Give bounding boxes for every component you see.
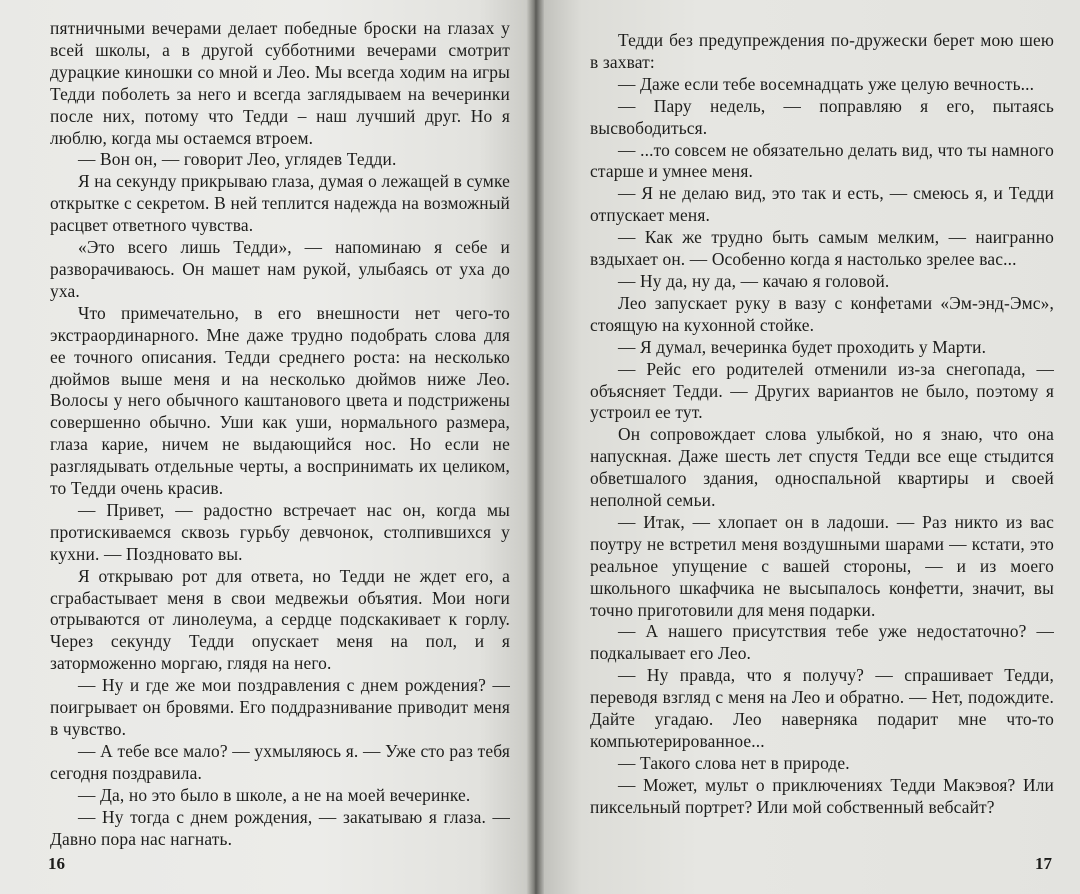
page-number: 17	[1035, 854, 1052, 873]
page-number: 16	[48, 854, 65, 873]
paragraph: — Такого слова нет в природе.	[618, 752, 850, 773]
paragraph: — Да, но это было в школе, а не на моей вечеринке.	[78, 784, 471, 805]
right-page-text	[590, 30, 1054, 819]
paragraph: — Ну тогда с днем рождения, — закатываю я глаза. — Давно пора нас нагнать.	[50, 806, 510, 849]
paragraph: — Пару недель, — поправляю я его, пытаясь высвободиться.	[590, 95, 1054, 138]
paragraph: — Итак, — хлопает он в ладоши. — Раз никто из вас поутру не встретил меня воздушными шарами — кстати, это реальное упущение с вашей стороны, — и из моего школьного шкафчика не высыпалось конфетти, значит, вы точно приготовили для меня подарки.	[590, 511, 1054, 620]
paragraph: «Это всего лишь Тедди», — напоминаю я себе и разворачиваюсь. Он машет нам рукой, улыбаясь от уха до уха.	[50, 237, 510, 301]
paragraph: — Ну да, ну да, — качаю я головой.	[618, 270, 890, 291]
paragraph: Что примечательно, в его внешности нет чего-то экстраординарного. Мне даже трудно подобрать слова для ее точного описания. Тедди среднего роста: на несколько дюймов выше меня и на несколько дюймов ниже Лео. Волосы у него обычного каштанового цвета и подстрижены совершенно обычно. Уши как уши, нормального размера, глаза карие, ничем не выдающийся нос. Но если не разглядывать отдельные черты, а воспринимать их целиком, то Тедди очень красив.	[50, 302, 510, 499]
paragraph: пятничными вечерами делает победные броски на глазах у всей школы, а в другой субботними вечерами смотрит дурацкие киношки со мной и Лео. Мы всегда ходим на игры Тедди поболеть за него и всегда заглядываем на вечеринки после них, потому что Тедди – наш лучший друг. Но я люблю, когда мы остаемся втроем.	[50, 18, 510, 148]
paragraph: — Может, мульт о приключениях Тедди Макэвоя? Или пиксельный портрет? Или мой собственный вебсайт?	[590, 774, 1054, 817]
paragraph: Я на секунду прикрываю глаза, думая о лежащей в сумке открытке с секретом. В ней теплится надежда на возможный расцвет ответного чувства.	[50, 171, 510, 236]
paragraph: — Ну и где же мои поздравления с днем рождения? — поигрывает он бровями. Его поддразнивание приводит меня в чувство.	[50, 675, 510, 739]
paragraph: — Я не делаю вид, это так и есть, — смеюсь я, и Тедди отпускает меня.	[590, 183, 1054, 226]
paragraph: — Привет, — радостно встречает нас он, когда мы протискиваемся сквозь гурьбу девчонок, столпившихся у кухни. — Поздновато вы.	[50, 499, 510, 564]
paragraph: — А тебе все мало? — ухмыляюсь я. — Уже сто раз тебя сегодня поздравила.	[50, 740, 510, 783]
paragraph: — Ну правда, что я получу? — спрашивает Тедди, переводя взгляд с меня на Лео и обратно. — Нет, подождите. Дайте угадаю. Лео наверняка подарит мне что-то компьютерированное...	[590, 665, 1054, 751]
paragraph: Я открываю рот для ответа, но Тедди не ждет его, а сграбастывает меня в свои медвежьи объятия. Мои ноги отрываются от линолеума, а сердце подскакивает к горлу. Через секунду Тедди опускает меня на пол, и я заторможенно моргаю, глядя на него.	[50, 565, 510, 674]
paragraph: Он сопровождает слова улыбкой, но я знаю, что она напускная. Даже шесть лет спустя Тедди все еще стыдится обветшалого здания, односпальной квартиры и своей неполной семьи.	[590, 424, 1054, 511]
paragraph: — А нашего присутствия тебе уже недостаточно? — подкалывает его Лео.	[590, 621, 1054, 664]
book-gutter	[526, 0, 544, 894]
paragraph: — Как же трудно быть самым мелким, — наигранно вздыхает он. — Особенно когда я настолько зрелее вас...	[590, 227, 1054, 270]
paragraph: Тедди без предупреждения по-дружески берет мою шею в захват:	[590, 30, 1054, 72]
paragraph: — Вон он, — говорит Лео, углядев Тедди.	[78, 149, 397, 170]
paragraph: Лео запускает руку в вазу с конфетами «Эм-энд-Эмс», стоящую на кухонной стойке.	[590, 292, 1054, 335]
left-page-text	[50, 18, 510, 850]
paragraph: — Даже если тебе восемнадцать уже целую вечность...	[618, 73, 1035, 94]
left-page	[0, 0, 532, 894]
paragraph: — Я думал, вечеринка будет проходить у Марти.	[618, 336, 987, 357]
right-page	[538, 0, 1080, 894]
paragraph: — ...то совсем не обязательно делать вид, что ты намного старше и умнее меня.	[590, 139, 1054, 182]
paragraph: — Рейс его родителей отменили из-за снегопада, — объясняет Тедди. — Других вариантов не было, поэтому я устроил ее тут.	[590, 358, 1054, 423]
